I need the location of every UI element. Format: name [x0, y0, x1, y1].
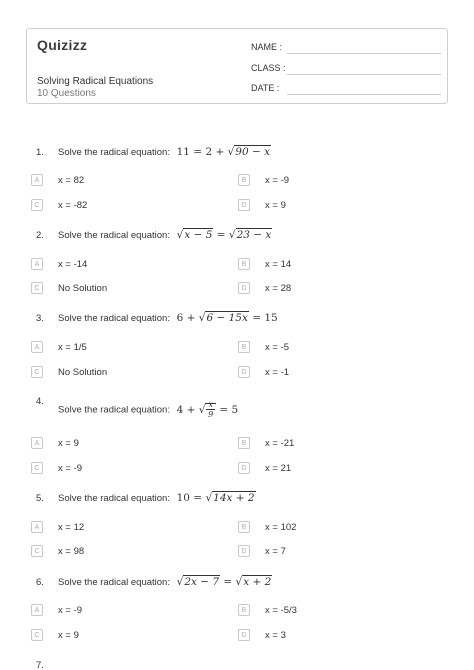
option-text: x = 12 [58, 521, 85, 533]
option-text: x = 21 [265, 462, 292, 474]
option-letter: C [31, 366, 43, 378]
option-text: x = 7 [265, 545, 286, 557]
option-text: x = -5/3 [265, 604, 297, 616]
option-c[interactable] [31, 545, 84, 557]
option-letter: C [31, 462, 43, 474]
option-letter: B [238, 174, 250, 186]
option-b[interactable] [238, 604, 297, 616]
option-text: x = 9 [58, 629, 79, 641]
question-prompt: Solve the radical equation: [58, 313, 170, 324]
question-6 [36, 576, 272, 588]
option-text: x = 9 [58, 437, 79, 449]
name-field[interactable] [251, 42, 282, 52]
question-4 [36, 396, 58, 407]
option-letter: B [238, 521, 250, 533]
option-text: x = 98 [58, 545, 85, 557]
option-b[interactable] [238, 521, 296, 533]
option-letter: C [31, 282, 43, 294]
question-prompt: Solve the radical equation: [58, 230, 170, 241]
option-text: x = 1/5 [58, 341, 87, 353]
option-text: x = 9 [265, 199, 286, 211]
option-text: x = -9 [58, 604, 83, 616]
question-7 [36, 660, 58, 670]
option-d[interactable] [238, 462, 291, 474]
option-text: x = -14 [58, 258, 88, 270]
date-label: DATE : [251, 83, 280, 93]
option-b[interactable] [238, 341, 289, 353]
question-number: 4. [36, 396, 44, 407]
option-a[interactable] [31, 258, 87, 270]
question-number: 7. [36, 660, 44, 670]
option-letter: C [31, 545, 43, 557]
question-number: 6. [36, 577, 44, 588]
worksheet-header [26, 28, 448, 104]
option-d[interactable] [238, 366, 289, 378]
option-b[interactable] [238, 437, 294, 449]
option-text: x = 82 [58, 174, 85, 186]
option-letter: B [238, 604, 250, 616]
option-letter: D [238, 366, 250, 378]
option-letter: A [31, 437, 43, 449]
option-letter: A [31, 341, 43, 353]
option-d[interactable] [238, 282, 291, 294]
equation: √2x − 7 = √x + 2 [176, 576, 272, 588]
option-letter: B [238, 341, 250, 353]
option-text: x = 28 [265, 282, 292, 294]
option-d[interactable] [238, 545, 286, 557]
option-letter: A [31, 521, 43, 533]
question-number: 1. [36, 147, 44, 158]
option-text: x = -21 [265, 437, 295, 449]
equation: √x − 5 = √23 − x [176, 229, 272, 241]
equation: 6 + √6 − 15x = 15 [176, 312, 278, 324]
option-d[interactable] [238, 629, 286, 641]
option-letter: B [238, 437, 250, 449]
option-letter: D [238, 545, 250, 557]
option-a[interactable] [31, 437, 79, 449]
equation: 10 = √14x + 2 [176, 492, 255, 504]
date-field[interactable] [251, 83, 279, 93]
option-text: x = 14 [265, 258, 292, 270]
question-prompt: Solve the radical equation: [58, 577, 170, 588]
option-letter: A [31, 258, 43, 270]
worksheet-title: Solving Radical Equations [37, 76, 154, 87]
option-letter: D [238, 199, 250, 211]
quizizz-logo: Quizizz [37, 37, 88, 53]
option-c[interactable] [31, 462, 82, 474]
question-prompt: Solve the radical equation: [58, 147, 170, 158]
option-text: x = -5 [265, 341, 290, 353]
option-letter: A [31, 174, 43, 186]
question-number: 3. [36, 313, 44, 324]
question-count: 10 Questions [37, 88, 96, 99]
option-letter: B [238, 258, 250, 270]
question-2 [36, 229, 272, 241]
option-text: x = -9 [265, 174, 290, 186]
option-text: x = -82 [58, 199, 88, 211]
option-letter: D [238, 629, 250, 641]
option-c[interactable] [31, 629, 79, 641]
name-label: NAME : [251, 42, 283, 52]
question-5 [36, 492, 256, 504]
option-b[interactable] [238, 258, 291, 270]
option-a[interactable] [31, 341, 87, 353]
option-a[interactable] [31, 174, 84, 186]
option-text: No Solution [58, 366, 108, 378]
option-text: No Solution [58, 282, 108, 294]
option-c[interactable] [31, 199, 87, 211]
question-number: 5. [36, 493, 44, 504]
option-letter: D [238, 282, 250, 294]
equation: 11 = 2 + √90 − x [176, 146, 271, 158]
option-text: x = -1 [265, 366, 290, 378]
question-4-body [58, 400, 238, 419]
class-field[interactable] [251, 63, 286, 73]
option-text: x = 3 [265, 629, 286, 641]
option-b[interactable] [238, 174, 289, 186]
option-letter: C [31, 199, 43, 211]
option-d[interactable] [238, 199, 286, 211]
option-letter: A [31, 604, 43, 616]
question-number: 2. [36, 230, 44, 241]
class-label: CLASS : [251, 63, 286, 73]
question-prompt: Solve the radical equation: [58, 404, 170, 416]
option-c[interactable] [31, 282, 107, 294]
option-text: x = -9 [58, 462, 83, 474]
question-1 [36, 146, 271, 158]
option-c[interactable] [31, 366, 107, 378]
option-letter: D [238, 462, 250, 474]
equation: 4 + √ $\frac{x}{9}$ = 5 [176, 400, 239, 419]
option-a[interactable] [31, 521, 84, 533]
question-prompt: Solve the radical equation: [58, 493, 170, 504]
option-a[interactable] [31, 604, 82, 616]
option-letter: C [31, 629, 43, 641]
question-3 [36, 312, 278, 324]
option-text: x = 102 [265, 521, 297, 533]
